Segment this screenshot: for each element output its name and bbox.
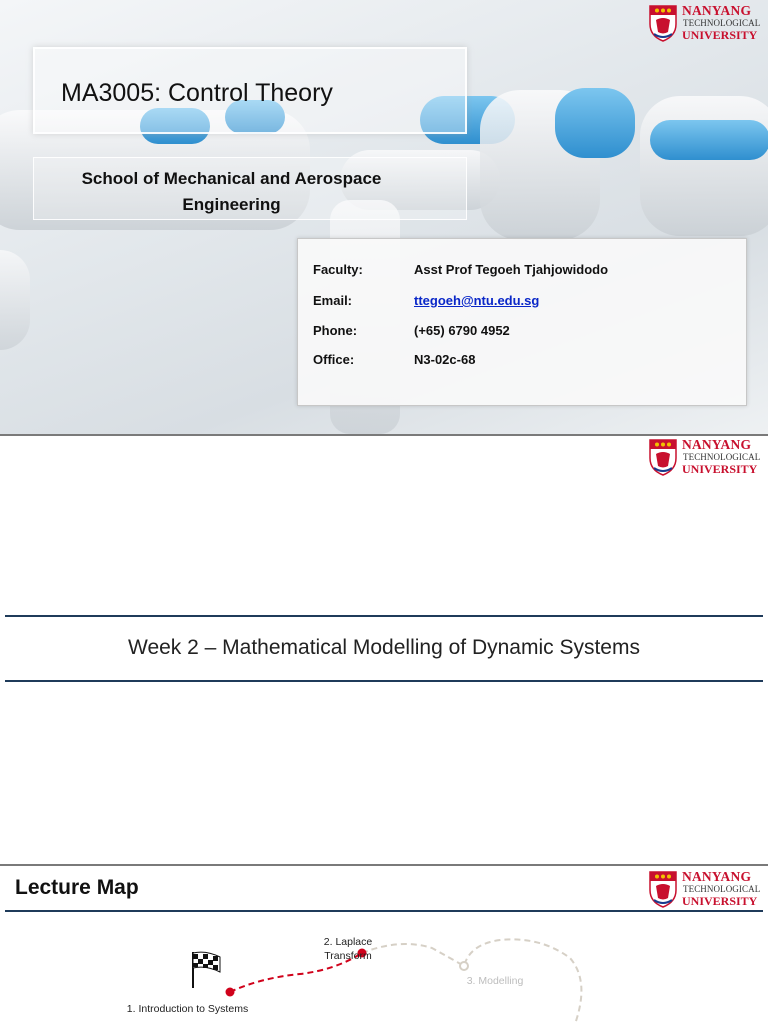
map-label-laplace-line-2: Transform: [324, 950, 372, 962]
logo-line-1: NANYANG: [682, 869, 752, 884]
contact-box: [297, 238, 747, 406]
contact-value: Asst Prof Tegoeh Tjahjowidodo: [414, 262, 609, 277]
school-name: [59, 166, 404, 218]
map-node-1: [226, 988, 235, 997]
contact-label: Phone:: [313, 323, 358, 338]
email-link[interactable]: ttegoeh@ntu.edu.sg: [414, 293, 540, 308]
map-label-laplace-line-1: 2. Laplace: [323, 936, 373, 948]
logo-line-3: UNIVERSITY: [682, 894, 758, 908]
contact-label: Email:: [313, 293, 353, 308]
map-node-3: [460, 962, 468, 970]
ntu-crest-icon: [648, 438, 678, 476]
school-name-line-2: Engineering: [182, 195, 281, 214]
course-title: MA3005: Control Theory: [61, 79, 333, 107]
school-name-line-1: School of Mechanical and Aerospace: [81, 169, 382, 188]
robot-arm-decoration: [640, 96, 768, 236]
divider-bottom: [5, 680, 763, 682]
logo-line-3: UNIVERSITY: [682, 462, 758, 476]
contact-value: (+65) 6790 4952: [414, 323, 510, 338]
ntu-crest-icon: [648, 4, 678, 42]
week-title: Week 2 – Mathematical Modelling of Dynamic Systems: [128, 636, 640, 659]
map-label-modelling: 3. Modelling: [466, 975, 524, 987]
week-title-slide: [0, 436, 768, 864]
robot-arm-decoration: [650, 120, 768, 160]
contact-value: N3-02c-68: [414, 352, 476, 367]
school-box: [33, 157, 467, 220]
course-title-box: [33, 47, 467, 134]
robot-arm-decoration: [0, 250, 30, 350]
title-slide: [0, 0, 768, 434]
contact-label: Faculty:: [313, 262, 363, 277]
ntu-logo: [648, 436, 762, 478]
logo-line-2: TECHNOLOGICAL: [683, 18, 761, 28]
lecture-map-slide: [0, 866, 768, 1024]
lecture-map-title: Lecture Map: [15, 876, 139, 899]
checkered-flag-icon: [193, 952, 220, 988]
logo-line-2: TECHNOLOGICAL: [683, 884, 761, 894]
logo-line-1: NANYANG: [682, 3, 752, 18]
map-label-laplace: [303, 935, 393, 963]
divider-top: [5, 615, 763, 617]
map-label-introduction: 1. Introduction to Systems: [126, 1003, 249, 1015]
logo-line-2: TECHNOLOGICAL: [683, 452, 761, 462]
logo-line-3: UNIVERSITY: [682, 28, 758, 42]
ntu-logo: [648, 2, 762, 44]
contact-label: Office:: [313, 352, 355, 367]
robot-arm-decoration: [555, 88, 635, 158]
logo-line-1: NANYANG: [682, 437, 752, 452]
